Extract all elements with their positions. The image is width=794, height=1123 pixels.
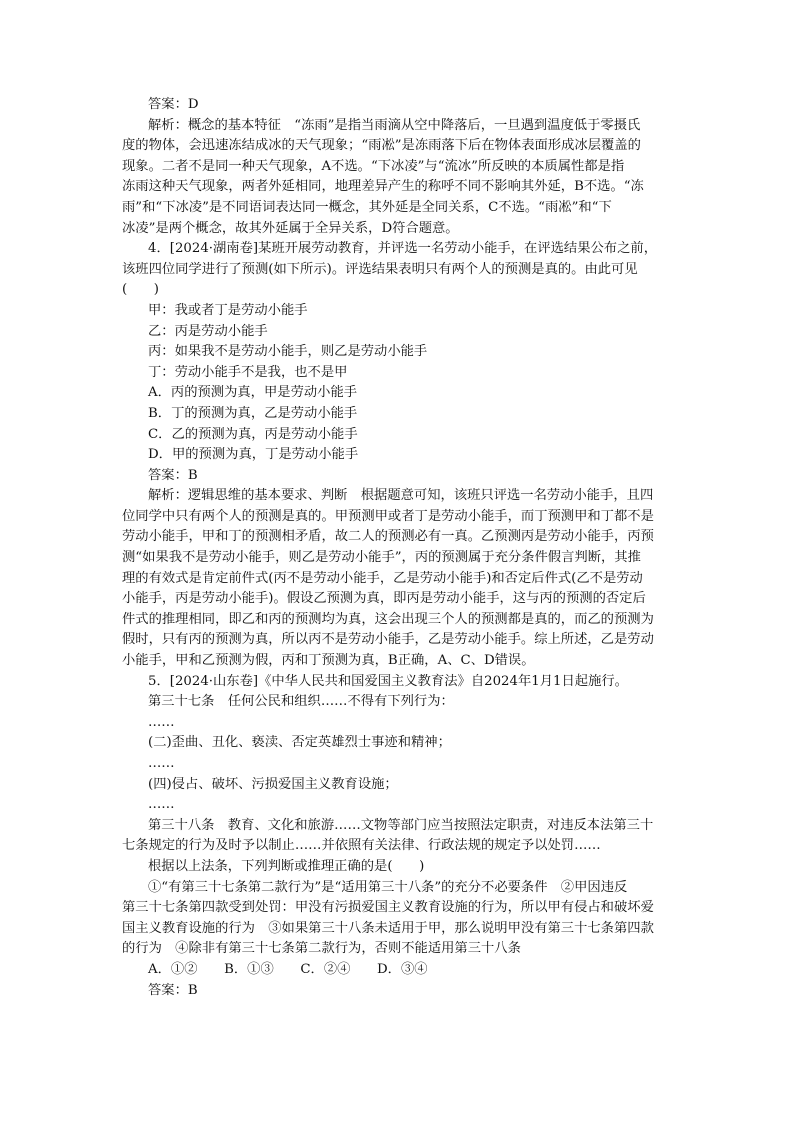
- q5-options: A．①② B．①③ C．②④ D．③④: [148, 961, 428, 977]
- q4-prediction: 乙：丙是劳动小能手: [148, 323, 268, 339]
- q4-stem-line: ( ): [122, 282, 159, 298]
- document-page: [122, 95, 674, 1001]
- q5-question: 根据以上法条，下列判断或推理正确的是( ): [148, 858, 425, 874]
- q5-statement-line: 的行为 ④除非有第三十七条第二款行为，否则不能适用第三十八条: [122, 941, 521, 957]
- q3-answer: 答案：D: [148, 97, 199, 112]
- q5-article37-item4: (四)侵占、破坏、污损爱国主义教育设施；: [148, 776, 398, 792]
- q3-analysis-line: 度的物体，会迅速冻结成冰的天气现象；“雨凇”是冻雨落下后在物体表面形成冰层覆盖的: [122, 138, 641, 154]
- q5-ellipsis: ……: [148, 714, 175, 730]
- q5-ellipsis: ……: [148, 797, 175, 813]
- q5-ellipsis: ……: [148, 756, 175, 771]
- q4-analysis-line: 测“如果我不是劳动小能手，则乙是劳动小能手”，丙的预测属于充分条件假言判断，其推: [122, 550, 641, 566]
- q4-analysis-line: 假时，只有丙的预测为真，所以丙不是劳动小能手，乙是劳动小能手。综上所述，乙是劳动: [122, 632, 654, 648]
- q4-option: A．丙的预测为真，甲是劳动小能手: [148, 385, 358, 401]
- q5-article37-item2: (二)歪曲、丑化、亵渎、否定英雄烈士事迹和精神；: [148, 735, 451, 751]
- q3-analysis-line: 现象。二者不是同一种天气现象，A不选。“下冰凌”与“流冰”所反映的本质属性都是指: [122, 158, 625, 174]
- q5-statement-line: 第三十七条第四款受到处罚：甲没有污损爱国主义教育设施的行为，所以甲有侵占和破坏爱: [122, 900, 654, 916]
- q3-analysis-line: 雨”和“下冰凌”是不同语词表达同一概念，其外延是全同关系，C不选。“雨凇”和“下: [122, 199, 612, 215]
- q3-analysis-line: 冰凌”是两个概念，故其外延属于全异关系，D符合题意。: [122, 220, 459, 236]
- q4-analysis-line: 位同学中只有两个人的预测是真的。甲预测甲或者丁是劳动小能手，而丁预测甲和丁都不是: [122, 508, 654, 524]
- q3-analysis-line: 冻雨这种天气现象，两者外延相同，地理差异产生的称呼不同不影响其外延，B不选。“冻: [122, 179, 644, 195]
- q4-prediction: 丁：劳动小能手不是我，也不是甲: [148, 364, 348, 380]
- q4-analysis-line: 小能手，甲和乙预测为假，丙和丁预测为真，B正确，A、C、D错误。: [122, 653, 535, 669]
- q4-stem-line: 4．[2024·湖南卷]某班开展劳动教育，并评选一名劳动小能手，在评选结果公布之前，: [148, 241, 657, 257]
- q4-stem-line: 该班四位同学进行了预测(如下所示)。评选结果表明只有两个人的预测是真的。由此可见: [122, 261, 638, 277]
- q5-statement-line: 国主义教育设施的行为 ③如果第三十八条未适用于甲，那么说明甲没有第三十七条第四款: [122, 920, 654, 936]
- q5-article38-line: 第三十八条 教育、文化和旅游……文物等部门应当按照法定职责，对违反本法第三十: [148, 817, 654, 833]
- q5-article37-title: 第三十七条 任何公民和组织……不得有下列行为：: [148, 694, 454, 710]
- q4-option: D．甲的预测为真，丁是劳动小能手: [148, 447, 359, 463]
- q5-stem: 5．[2024·山东卷]《中华人民共和国爱国主义教育法》自2024年1月1日起施行。: [148, 673, 628, 689]
- q5-statement-line: ①“有第三十七条第二款行为”是“适用第三十八条”的充分不必要条件 ②甲因违反: [148, 879, 628, 895]
- q4-answer: 答案：B: [148, 467, 198, 483]
- q4-analysis-line: 理的有效式是肯定前件式(丙不是劳动小能手，乙是劳动小能手)和否定后件式(乙不是劳动: [122, 570, 643, 586]
- q4-analysis-line: 小能手，丙是劳动小能手)。假设乙预测为真，即丙是劳动小能手，这与丙的预测的否定后: [122, 591, 646, 607]
- q3-analysis-line: 解析：概念的基本特征 “冻雨”是指当雨滴从空中降落后，一旦遇到温度低于零摄氏: [148, 117, 641, 133]
- q4-option: B．丁的预测为真，乙是劳动小能手: [148, 405, 358, 421]
- q4-analysis-line: 解析：逻辑思维的基本要求、判断 根据题意可知，该班只评选一名劳动小能手，且四: [148, 488, 654, 504]
- q5-answer: 答案：B: [148, 982, 198, 998]
- q4-analysis-line: 劳动小能手，甲和丁的预测相矛盾，故二人的预测必有一真。乙预测丙是劳动小能手，丙预: [122, 529, 654, 545]
- q5-article38-line: 七条规定的行为及时予以制止……并依照有关法律、行政法规的规定予以处罚……: [122, 838, 601, 854]
- q4-analysis-line: 件式的推理相同，即乙和丙的预测均为真，这会出现三个人的预测都是真的，而乙的预测为: [122, 611, 654, 627]
- q4-prediction: 甲：我或者丁是劳动小能手: [148, 302, 308, 318]
- q4-option: C．乙的预测为真，丙是劳动小能手: [148, 426, 358, 442]
- q4-prediction: 丙：如果我不是劳动小能手，则乙是劳动小能手: [148, 344, 428, 360]
